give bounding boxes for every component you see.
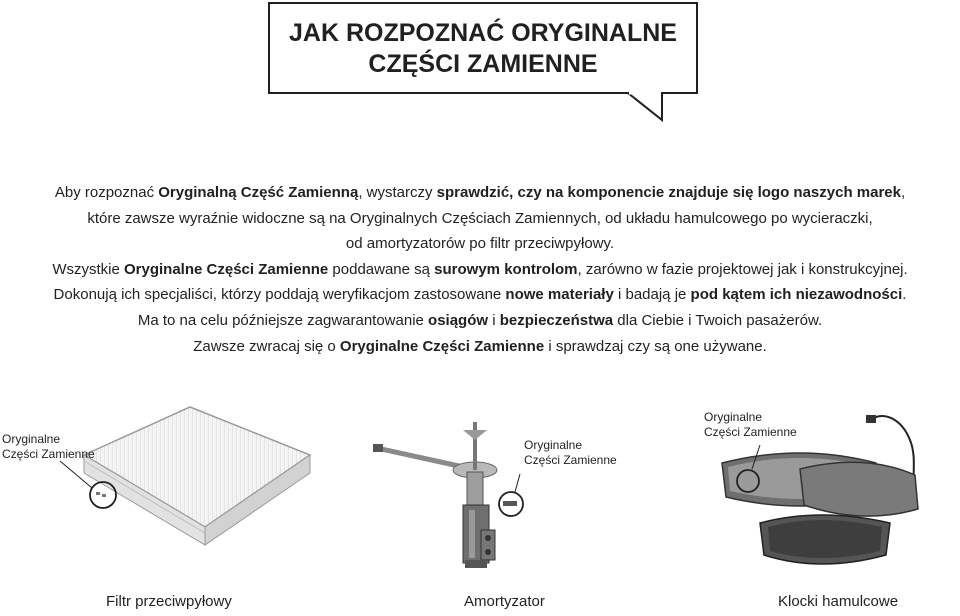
text-run: Zawsze zwracaj się o bbox=[193, 337, 340, 355]
label-line: Części Zamienne bbox=[2, 447, 95, 461]
text-run: Aby rozpoznać bbox=[54, 184, 159, 201]
paragraph-line-5 bbox=[0, 282, 960, 308]
bold-run: surowym kontrolom bbox=[434, 260, 578, 278]
text-run: dla Ciebie i Twoich pasażerów. bbox=[613, 311, 823, 329]
caption-cabin-filter: Filtr przeciwpyłowy bbox=[106, 593, 232, 610]
text-run: Wszystkie bbox=[52, 260, 124, 278]
text-run: . bbox=[902, 286, 907, 304]
label-line: Części Zamienne bbox=[704, 425, 797, 439]
paragraph-line-1 bbox=[0, 180, 960, 206]
text-run: , bbox=[900, 184, 906, 201]
text-run: poddawane są bbox=[328, 260, 435, 278]
filter-label bbox=[2, 432, 95, 462]
page-title bbox=[268, 18, 698, 80]
paragraph-line-4 bbox=[0, 257, 960, 283]
cabin-filter-image bbox=[0, 395, 320, 585]
text-run: i sprawdzaj czy są one używane. bbox=[544, 337, 767, 355]
text-run: i bbox=[488, 311, 500, 329]
bold-run: sprawdzić, czy na komponencie znajduje się logo naszych marek bbox=[436, 184, 901, 201]
shock-absorber-image bbox=[355, 400, 595, 590]
brakes-label bbox=[704, 410, 797, 440]
paragraph-line-2: które zawsze wyraźnie widoczne są na Oryginalnych Częściach Zamiennych, od układu hamulcowego po wycieraczki, bbox=[87, 209, 873, 227]
bold-run: Oryginalną Część Zamienną bbox=[158, 184, 359, 201]
label-line: Części Zamienne bbox=[524, 453, 617, 467]
title-line-2: CZĘŚCI ZAMIENNE bbox=[368, 50, 598, 78]
label-line: Oryginalne bbox=[2, 432, 61, 446]
bold-run: osiągów bbox=[428, 311, 489, 329]
text-run: Dokonują ich specjaliści, którzy poddają weryfikacjom zastosowane bbox=[53, 286, 506, 304]
text-run: Ma to na celu późniejsze zagwarantowanie bbox=[137, 311, 429, 329]
label-line: Oryginalne bbox=[524, 438, 583, 452]
paragraph-line-6 bbox=[0, 308, 960, 334]
title-line-1: JAK ROZPOZNAĆ ORYGINALNE bbox=[289, 19, 677, 47]
text-run: , zarówno w fazie projektowej jak i konstrukcyjnej. bbox=[577, 260, 908, 278]
label-line: Oryginalne bbox=[704, 410, 763, 424]
bold-run: Oryginalne Części Zamienne bbox=[339, 337, 545, 355]
caption-brake-pads: Klocki hamulcowe bbox=[778, 593, 899, 610]
bold-run: Oryginalne Części Zamienne bbox=[124, 260, 329, 278]
bold-run: nowe materiały bbox=[505, 286, 614, 304]
text-run: i badają je bbox=[613, 286, 691, 304]
bold-run: pod kątem ich niezawodności bbox=[690, 286, 903, 304]
caption-shock-absorber: Amortyzator bbox=[464, 593, 545, 610]
text-run: , wystarczy bbox=[358, 184, 437, 201]
paragraph-line-7 bbox=[0, 334, 960, 360]
paragraph-line-3: od amortyzatorów po filtr przeciwpyłowy. bbox=[345, 235, 615, 253]
shock-label bbox=[524, 438, 617, 468]
bold-run: bezpieczeństwa bbox=[499, 311, 614, 329]
intro-paragraph bbox=[0, 180, 960, 359]
